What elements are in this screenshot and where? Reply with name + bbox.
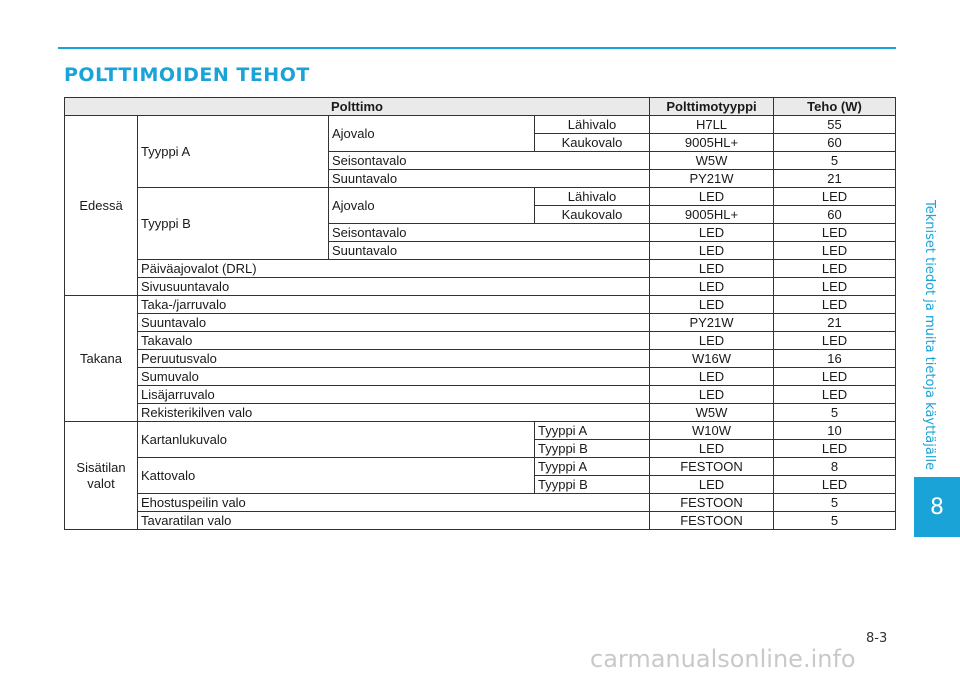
wattage: 21 (774, 314, 896, 332)
bulb-label: Sivusuuntavalo (138, 278, 650, 296)
bulb-label: Päiväajovalot (DRL) (138, 260, 650, 278)
bulb-type: 9005HL+ (650, 134, 774, 152)
wattage: 60 (774, 206, 896, 224)
group-interior: Sisätilan valot (65, 422, 138, 530)
wattage: 16 (774, 350, 896, 368)
bulb-label: Ehostuspeilin valo (138, 494, 650, 512)
bulb-label: Suuntavalo (138, 314, 650, 332)
group-front: Edessä (65, 116, 138, 296)
table-header-row (65, 98, 896, 116)
room-lamp-label: Kattovalo (138, 458, 535, 494)
table-row (65, 494, 896, 512)
variant-type-b: Tyyppi B (138, 188, 329, 260)
bulb-type: LED (650, 440, 774, 458)
map-lamp-label: Kartanlukuvalo (138, 422, 535, 458)
watermark: carmanualsonline.info (590, 645, 856, 673)
bulb-label: Takavalo (138, 332, 650, 350)
wattage: LED (774, 440, 896, 458)
wattage: LED (774, 188, 896, 206)
high-beam-label: Kaukovalo (535, 134, 650, 152)
page-number: 8-3 (866, 631, 888, 646)
high-beam-label: Kaukovalo (535, 206, 650, 224)
table-row (65, 512, 896, 530)
headlamp-label: Ajovalo (329, 116, 535, 152)
chapter-side-label: Tekniset tiedot ja muita tietoja käyttäjälle (922, 200, 937, 471)
bulb-label: Suuntavalo (329, 242, 650, 260)
bulb-label: Seisontavalo (329, 224, 650, 242)
wattage: LED (774, 296, 896, 314)
wattage: LED (774, 224, 896, 242)
bulb-label: Sumuvalo (138, 368, 650, 386)
table-row (65, 116, 896, 134)
table-row (65, 386, 896, 404)
wattage: LED (774, 242, 896, 260)
variant-type-a: Tyyppi A (138, 116, 329, 188)
headlamp-label: Ajovalo (329, 188, 535, 224)
low-beam-label: Lähivalo (535, 116, 650, 134)
table-row (65, 368, 896, 386)
bulb-label: Rekisterikilven valo (138, 404, 650, 422)
wattage: LED (774, 368, 896, 386)
page-title: POLTTIMOIDEN TEHOT (64, 64, 310, 86)
bulb-type: W5W (650, 152, 774, 170)
bulb-type: LED (650, 224, 774, 242)
bulb-type: H7LL (650, 116, 774, 134)
bulb-type: PY21W (650, 170, 774, 188)
bulb-type: FESTOON (650, 512, 774, 530)
wattage: 5 (774, 494, 896, 512)
variant-label: Tyyppi A (535, 458, 650, 476)
table-row (65, 296, 896, 314)
wattage: LED (774, 260, 896, 278)
bulb-type: LED (650, 242, 774, 260)
bulb-label: Peruutusvalo (138, 350, 650, 368)
header-bulb: Polttimo (65, 98, 650, 116)
bulb-type: W5W (650, 404, 774, 422)
group-rear: Takana (65, 296, 138, 422)
bulb-label: Suuntavalo (329, 170, 650, 188)
wattage: LED (774, 386, 896, 404)
table-row (65, 458, 896, 476)
bulb-wattage-table (64, 97, 896, 530)
bulb-type: LED (650, 476, 774, 494)
bulb-label: Lisäjarruvalo (138, 386, 650, 404)
bulb-type: LED (650, 332, 774, 350)
table-row (65, 188, 896, 206)
bulb-type: W16W (650, 350, 774, 368)
bulb-type: LED (650, 368, 774, 386)
table-row (65, 314, 896, 332)
bulb-type: LED (650, 386, 774, 404)
chapter-tab: 8 (914, 477, 960, 537)
wattage: 10 (774, 422, 896, 440)
table-row (65, 332, 896, 350)
table-row (65, 278, 896, 296)
bulb-label: Taka-/jarruvalo (138, 296, 650, 314)
bulb-label: Seisontavalo (329, 152, 650, 170)
header-bulb-type: Polttimotyyppi (650, 98, 774, 116)
wattage: 60 (774, 134, 896, 152)
bulb-type: LED (650, 188, 774, 206)
bulb-label: Tavaratilan valo (138, 512, 650, 530)
header-wattage: Teho (W) (774, 98, 896, 116)
table-row (65, 350, 896, 368)
bulb-type: FESTOON (650, 494, 774, 512)
bulb-type: PY21W (650, 314, 774, 332)
wattage: LED (774, 332, 896, 350)
table-row (65, 260, 896, 278)
variant-label: Tyyppi B (535, 476, 650, 494)
table-row (65, 422, 896, 440)
low-beam-label: Lähivalo (535, 188, 650, 206)
wattage: 5 (774, 512, 896, 530)
bulb-type: FESTOON (650, 458, 774, 476)
variant-label: Tyyppi A (535, 422, 650, 440)
wattage: 55 (774, 116, 896, 134)
top-rule (58, 47, 896, 49)
wattage: 8 (774, 458, 896, 476)
wattage: 5 (774, 404, 896, 422)
wattage: 5 (774, 152, 896, 170)
bulb-type: W10W (650, 422, 774, 440)
wattage: 21 (774, 170, 896, 188)
bulb-type: LED (650, 296, 774, 314)
bulb-type: 9005HL+ (650, 206, 774, 224)
bulb-type: LED (650, 278, 774, 296)
variant-label: Tyyppi B (535, 440, 650, 458)
bulb-type: LED (650, 260, 774, 278)
wattage: LED (774, 476, 896, 494)
table-row (65, 404, 896, 422)
wattage: LED (774, 278, 896, 296)
